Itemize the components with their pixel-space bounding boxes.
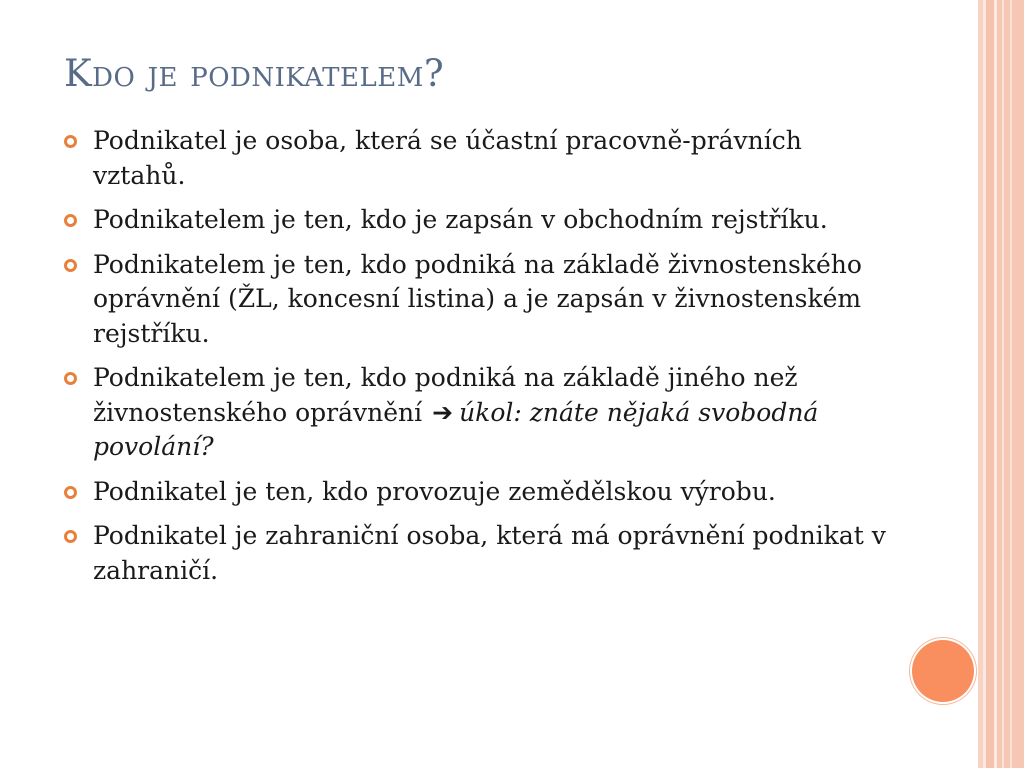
- bullet-text: Podnikatelem je ten, kdo podniká na základě jiného než živnostenského oprávnění: [93, 363, 798, 427]
- decor-circle: [912, 640, 974, 702]
- bullet-circle-icon: [64, 135, 77, 148]
- bullet-text: Podnikatelem je ten, kdo podniká na základě živnostenského oprávnění (ŽL, koncesní listina) a je zapsán v živnostenském rejstříku.: [93, 249, 862, 348]
- decor-stripe: [986, 0, 994, 768]
- bullet-circle-icon: [64, 372, 77, 385]
- bullet-item: [60, 124, 890, 193]
- slide-title: Kdo je podnikatelem?: [64, 52, 445, 95]
- bullet-item: [60, 203, 890, 238]
- bullet-item: [60, 361, 890, 465]
- bullet-circle-icon: [64, 214, 77, 227]
- bullet-text: Podnikatel je osoba, která se účastní pracovně-právních vztahů.: [93, 126, 802, 190]
- bullet-circle-icon: [64, 530, 77, 543]
- bullet-circle-icon: [64, 259, 77, 272]
- bullet-item: [60, 475, 890, 510]
- task-text: úkol: znáte nějaká svobodná povolání?: [93, 397, 819, 461]
- bullet-text: Podnikatel je ten, kdo provozuje zemědělskou výrobu.: [93, 476, 776, 506]
- bullet-item: [60, 519, 890, 588]
- bullet-item: [60, 248, 890, 352]
- bullet-text: Podnikatel je zahraniční osoba, která má oprávnění podnikat v zahraničí.: [93, 521, 886, 585]
- bullet-circle-icon: [64, 486, 77, 499]
- decor-stripe-line: [1010, 0, 1012, 768]
- arrow-right-icon: ➔: [432, 397, 454, 427]
- decor-stripe-line: [1002, 0, 1004, 768]
- bullet-list: [60, 124, 890, 598]
- bullet-text: Podnikatelem je ten, kdo je zapsán v obchodním rejstříku.: [93, 205, 828, 234]
